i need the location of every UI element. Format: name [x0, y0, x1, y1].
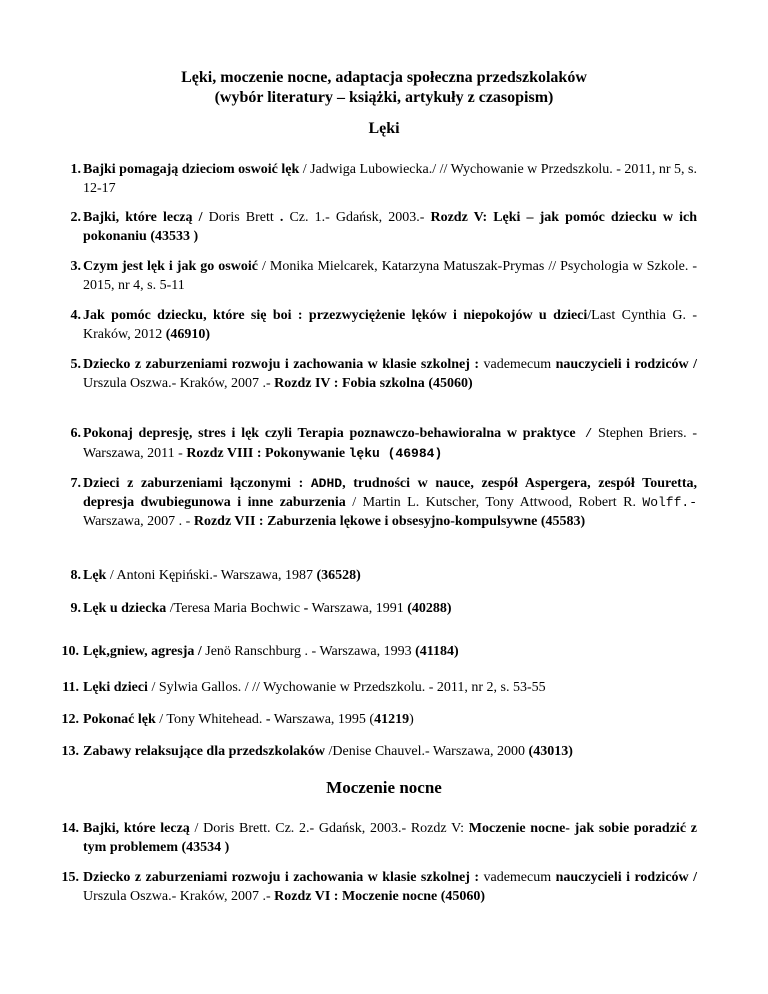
entry-number: 11. — [62, 680, 79, 695]
entry-details: Urszula Oszwa.- Kraków, 2007 .- — [83, 376, 275, 391]
entry-title: Pokonać lęk — [83, 712, 156, 727]
bibliography-entry-8 — [70, 566, 697, 585]
bibliography-entry-7 — [70, 474, 698, 531]
entry-title: Czym jest lęk i jak go oswoić — [83, 259, 258, 274]
entry-number: 2. — [70, 210, 81, 225]
entry-details: /Last Cynthia G. - Kraków, 2012 — [83, 308, 697, 342]
title-line-2: (wybór literatury – książki, artykuły z czasopism) — [214, 89, 554, 106]
entry-chapter: Rozdz V: Lęki – jak pomóc dziecku w ich pokonaniu (43533 ) — [83, 210, 697, 244]
entry-chapter: Rozdz IV : Fobia szkolna — [274, 376, 425, 391]
entry-title-cont: nauczycieli i rodziców / — [555, 357, 697, 372]
entry-title: Dziecko z zaburzeniami rozwoju i zachowania w klasie szkolnej : — [83, 870, 480, 885]
entry-number: 6. — [70, 426, 81, 441]
bibliography-entry-1 — [70, 160, 697, 198]
entry-title: Lęk u dziecka — [83, 601, 170, 616]
bibliography-entry-13 — [61, 742, 697, 761]
entry-separator: . — [279, 210, 284, 225]
bibliography-entry-2 — [70, 208, 697, 246]
entry-chapter: Moczenie nocne- jak sobie poradzić z tym problemem (43534 ) — [83, 821, 697, 855]
entry-authors: / Martin L. Kutscher, Tony Attwood, Robert R. — [345, 495, 643, 510]
entry-paren: ) — [409, 712, 414, 727]
entry-details: / Sylwia Gallos. / // Wychowanie w Przedszkolu. - 2011, nr 2, s. 53-55 — [147, 680, 546, 695]
entry-chapter: Rozdz VI : Moczenie nocne — [274, 889, 438, 904]
entry-details: / Monika Mielcarek, Katarzyna Matuszak-Prymas // Psychologia w Szkole. - 2015, nr 4, s. 5-11 — [83, 259, 697, 293]
entry-signature: (43013) — [528, 744, 573, 759]
document-title — [0, 68, 768, 108]
entry-details: Urszula Oszwa.- Kraków, 2007 .- — [83, 889, 275, 904]
bibliography-entry-15 — [61, 868, 697, 906]
entry-title-cont: nauczycieli i rodziców / — [555, 870, 697, 885]
section-heading-leki: Lęki — [368, 120, 400, 137]
entry-number: 8. — [70, 568, 81, 583]
entry-author: Doris Brett — [202, 210, 280, 225]
entry-title: Bajki pomagają dzieciom oswoić lęk — [83, 162, 300, 177]
entry-details: /Denise Chauvel.- Warszawa, 2000 — [325, 744, 529, 759]
entry-title: Bajki, które leczą — [83, 821, 190, 836]
entry-details: / Doris Brett. Cz. 2.- Gdańsk, 2003.- Rozdz V: — [189, 821, 469, 836]
entry-details: Warszawa, 2007 . - — [83, 514, 194, 529]
entry-number: 5. — [70, 357, 81, 372]
section-heading-moczenie: Moczenie nocne — [326, 778, 442, 797]
bibliography-entry-5 — [70, 355, 697, 393]
entry-details: Jenö Ranschburg . - Warszawa, 1993 — [201, 644, 416, 659]
entry-title: Dziecko z zaburzeniami rozwoju i zachowania w klasie szkolnej : — [83, 357, 480, 372]
entry-number: 9. — [70, 601, 81, 616]
entry-author-mono: Wolff.- — [642, 495, 698, 510]
entry-title: Lęk,gniew, agresja / — [83, 644, 202, 659]
entry-signature: 41219 — [374, 712, 410, 727]
entry-chapter-cont: lęku (46984) — [348, 446, 443, 461]
entry-number: 1. — [70, 162, 81, 177]
entry-number: 7. — [70, 476, 81, 491]
entry-separator: - — [265, 712, 271, 727]
bibliography-entry-14 — [61, 819, 697, 857]
entry-author: / Tony Whitehead. — [155, 712, 266, 727]
entry-number: 10. — [61, 644, 79, 659]
bibliography-entry-11 — [62, 678, 697, 697]
entry-title: Jak pomóc dziecku, które się boi : przezwyciężenie lęków i niepokojów u dzieci — [83, 308, 588, 323]
entry-number: 15. — [61, 870, 79, 885]
entry-signature: (45060) — [424, 376, 473, 391]
entry-details: / Jadwiga Lubowiecka./ // Wychowanie w Przedszkolu. - 2011, nr 5, s. 12-17 — [83, 162, 697, 196]
entry-signature: (46910) — [165, 327, 211, 342]
bibliography-entry-6 — [70, 424, 697, 463]
entry-title: Lęki dzieci — [83, 680, 148, 695]
entry-number: 12. — [61, 712, 79, 727]
entry-chapter: Rozdz VIII : Pokonywanie — [186, 446, 349, 461]
bibliography-entry-10 — [61, 642, 697, 661]
entry-details: Warszawa, 1991 — [308, 601, 408, 616]
entry-number: 13. — [61, 744, 79, 759]
entry-title-cont: , trudności w nauce, zespół Aspergera, zespół Touretta, depresja dwubiegunowa i inne zaburzenia — [83, 476, 698, 510]
entry-subtitle: vademecum — [479, 870, 556, 885]
entry-title: Bajki, które leczą / — [83, 210, 203, 225]
entry-title: Zabawy relaksujące dla przedszkolaków — [83, 744, 326, 759]
entry-subtitle: vademecum — [479, 357, 556, 372]
entry-signature: (40288) — [407, 601, 452, 616]
bibliography-entry-4 — [70, 306, 697, 344]
entry-title-adhd: ADHD — [310, 476, 343, 491]
bibliography-entry-12 — [61, 710, 697, 729]
entry-slash: / — [575, 427, 593, 441]
entry-signature: (36528) — [316, 568, 361, 583]
title-line-1: Lęki, moczenie nocne, adaptacja społeczna przedszkolaków — [181, 69, 587, 86]
entry-signature: (41184) — [415, 644, 459, 659]
entry-signature: (45060) — [437, 889, 486, 904]
entry-author: /Teresa Maria Bochwic — [169, 601, 304, 616]
entry-separator: - — [303, 601, 309, 616]
entry-title: Dzieci z zaburzeniami łączonymi : — [83, 476, 304, 491]
entry-number: 14. — [61, 821, 79, 836]
entry-details: Cz. 1.- Gdańsk, 2003.- — [283, 210, 431, 225]
entry-chapter: Rozdz VII : Zaburzenia lękowe i obsesyjno-kompulsywne (45583) — [193, 514, 586, 529]
entry-title: Lęk — [83, 568, 107, 583]
entry-details: / Antoni Kępiński.- Warszawa, 1987 — [106, 568, 317, 583]
entry-details: Warszawa, 1995 ( — [270, 712, 375, 727]
bibliography-entry-3 — [70, 257, 697, 295]
entry-title: Pokonaj depresję, stres i lęk czyli Terapia poznawczo-behawioralna w praktyce — [83, 426, 576, 441]
entry-details: Stephen Briers. - Warszawa, 2011 - — [83, 426, 697, 461]
entry-number: 4. — [70, 308, 81, 323]
bibliography-entry-9 — [70, 599, 697, 618]
entry-number: 3. — [70, 259, 81, 274]
